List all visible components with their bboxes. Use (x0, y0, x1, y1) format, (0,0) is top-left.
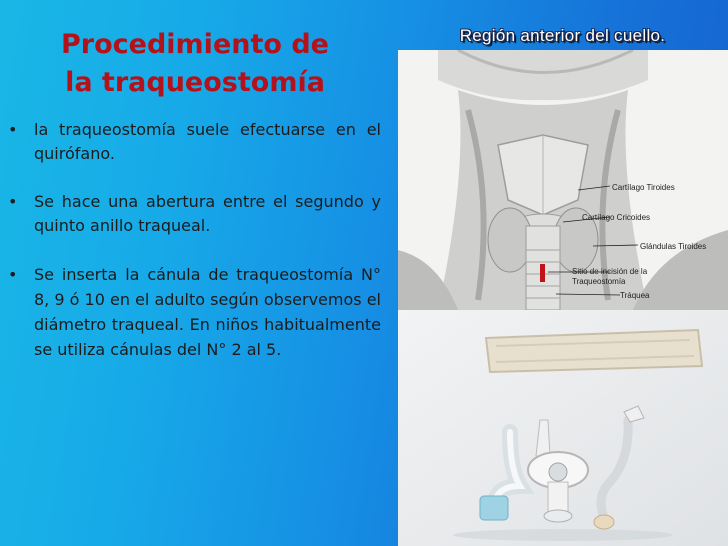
slide-title (30, 26, 360, 102)
neck-anatomy-image (398, 50, 728, 310)
title-line-1: Procedimiento de (61, 29, 329, 60)
bullet-text: la traqueostomía suele efectuarse en el quirófano. (34, 120, 381, 163)
bullet-icon: • (8, 192, 18, 211)
bullet-text: Se hace una abertura entre el segundo y quinto anillo traqueal. (34, 192, 381, 235)
bullet-list (6, 118, 381, 386)
bullet-item (6, 262, 381, 362)
label-thyroid-glands: Glándulas Tiroides (640, 242, 707, 251)
bullet-item (6, 190, 381, 238)
label-trachea: Tráquea (620, 291, 650, 300)
bullet-icon: • (8, 120, 18, 139)
tracheostomy-tube-image (398, 310, 728, 546)
bullet-item (6, 118, 381, 166)
figure-caption: Región anterior del cuello. (459, 26, 666, 45)
title-line-2: la traqueostomía (65, 67, 325, 98)
label-cricoid-cartilage: Cartílago Cricoides (582, 213, 651, 222)
label-incision-site-1: Sitio de incisión de la (572, 267, 648, 276)
tracheostomy-kit-drawing (398, 310, 728, 546)
neck-anatomy-drawing (398, 50, 728, 310)
label-thyroid-cartilage: Cartílago Tiroides (612, 183, 675, 192)
bullet-text: Se inserta la cánula de traqueostomía N° 8, 9 ó 10 en el adulto según observemos el diámetro traqueal. En niños habitualmente se utiliza cánulas del N° 2 al 5. (34, 265, 381, 359)
label-incision-site-2: Traqueostomía (572, 277, 626, 286)
bullet-icon: • (8, 265, 18, 284)
